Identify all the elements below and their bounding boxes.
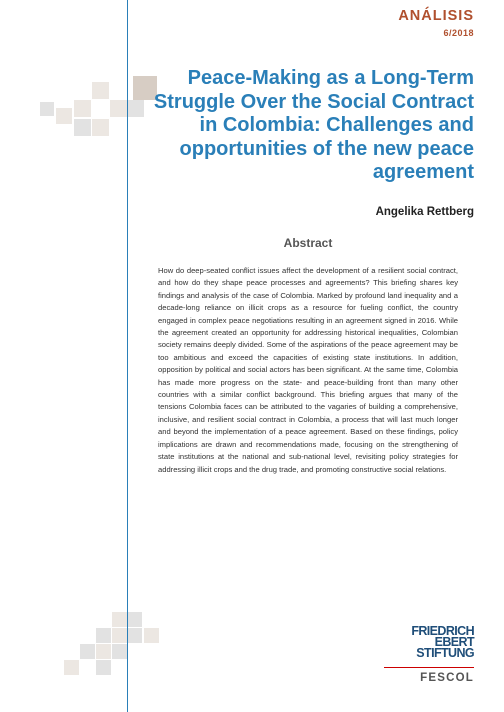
abstract-body: How do deep-seated conflict issues affect the development of a resilient social contract, and how do they shape peace processes and agreements? This briefing shares key findings and analysis of the case of Colombia. Marked by profound land inequality and a decade-long reliance on illicit crops as a resource for fueling conflict, the country engaged in complex peace negotiations resulting in an agreement signed in 2016. While the agreement created an opportunity for addressing historical inequalities, Colombian society remains deeply divided. Some of the aspirations of the peace agreement may be too ambitious and exceed the capacities of existing state institutions. In addition, opposition by political and social actors has been significant. At the same time, Colombia has made more progress on the state- and peace-building front than many other countries with a similar conflict background. This briefing argues that many of the tensions Colombia faces can be attributed to the vagaries of building a comprehensive, inclusive, and resilient social contract in Colombia, a process that will last much longer and beyond the implementation of a peace agreement. Based on these findings, policy implications are drawn and recommendations made, focusing on the strengthening of state institutions at the national and sub-national level, revisiting policy strategies for addressing illicit crops and the drug trade, and promoting constructive social relations. [158, 266, 458, 474]
decorative-square [112, 644, 127, 659]
decorative-square [80, 644, 95, 659]
decorative-square [40, 102, 54, 116]
document-title: Peace-Making as a Long-Term Struggle Over the Social Contract in Colombia: Challenges and opportunities of the new peace agreement [153, 67, 474, 183]
abstract-heading: Abstract [283, 236, 333, 250]
author-name: Angelika Rettberg [375, 206, 474, 218]
decorative-square [92, 119, 109, 136]
logo-line-stiftung: STIFTUNG [416, 646, 474, 660]
decorative-square [96, 628, 111, 643]
decorative-square [112, 628, 127, 643]
series-label: ANÁLISIS [398, 8, 474, 24]
fes-logo [384, 626, 474, 684]
decorative-square [64, 660, 79, 675]
decorative-square [96, 660, 111, 675]
logo-line-friedrich: FRIEDRICH [411, 624, 474, 638]
decorative-square [110, 100, 127, 117]
decorative-square [144, 628, 159, 643]
decorative-square [92, 82, 109, 99]
decorative-square [74, 119, 91, 136]
logo-fescol: FESCOL [384, 667, 474, 684]
decorative-square [128, 628, 142, 643]
series-number: 6/2018 [443, 28, 474, 38]
decorative-square [128, 612, 142, 627]
decorative-square [56, 108, 72, 124]
decorative-square [74, 100, 91, 117]
logo-line-ebert: EBERT [434, 635, 474, 649]
decorative-square [128, 100, 144, 117]
decorative-square [112, 612, 127, 627]
decorative-square [96, 644, 111, 659]
